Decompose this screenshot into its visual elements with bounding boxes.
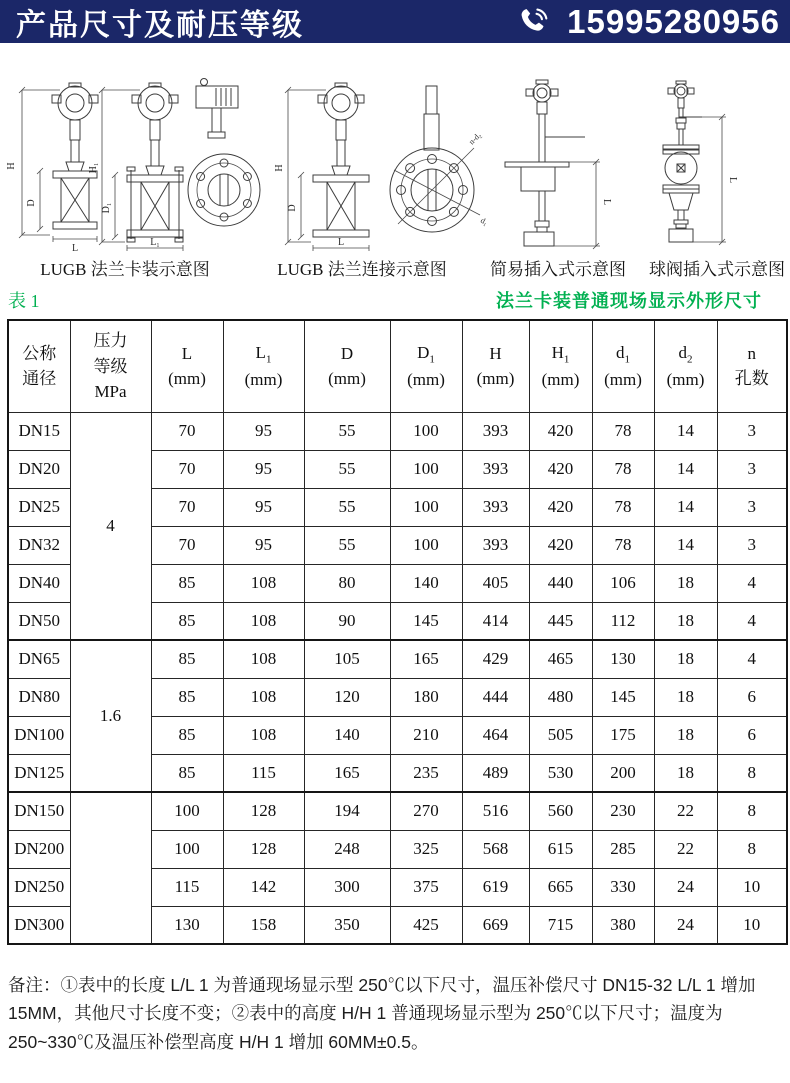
dim-cell: 100: [390, 450, 462, 488]
dim-cell: 105: [304, 640, 390, 678]
dim-cell: 55: [304, 412, 390, 450]
dim-cell: 108: [223, 602, 304, 640]
dim-cell: 248: [304, 830, 390, 868]
dim-cell: 420: [529, 526, 592, 564]
dn-cell: DN250: [8, 868, 70, 906]
pressure-cell: 1.6: [70, 640, 151, 792]
dim-cell: 70: [151, 488, 223, 526]
dim-cell: 530: [529, 754, 592, 792]
dim-cell: 90: [304, 602, 390, 640]
dim-cell: 405: [462, 564, 529, 602]
dim-cell: 18: [654, 754, 717, 792]
dim-cell: 180: [390, 678, 462, 716]
dim-cell: 165: [304, 754, 390, 792]
dim-cell: 8: [717, 754, 787, 792]
dim-cell: 145: [592, 678, 654, 716]
header-bar: [0, 0, 790, 43]
dn-cell: DN300: [8, 906, 70, 944]
dim-cell: 230: [592, 792, 654, 830]
dim-cell: 142: [223, 868, 304, 906]
dim-cell: 18: [654, 678, 717, 716]
svg-text:L₁: L₁: [150, 237, 160, 248]
dim-cell: 80: [304, 564, 390, 602]
dn-cell: DN50: [8, 602, 70, 640]
dim-cell: 55: [304, 526, 390, 564]
table-header-row: [8, 320, 787, 412]
dim-cell: 165: [390, 640, 462, 678]
dn-cell: DN200: [8, 830, 70, 868]
dim-cell: 100: [390, 412, 462, 450]
dim-cell: 14: [654, 488, 717, 526]
pressure-cell: 4: [70, 412, 151, 640]
dim-cell: 78: [592, 412, 654, 450]
col-header: D (mm): [304, 320, 390, 412]
dim-cell: 393: [462, 412, 529, 450]
svg-text:D: D: [26, 199, 37, 207]
dim-cell: 55: [304, 450, 390, 488]
note-text: 备注：①表中的长度 L/L 1 为普通现场显示型 250℃以下尺寸，温压补偿尺寸 DN15-32 L/L 1 增加 15MM，其他尺寸长度不变；②表中的高度 H/H 1 普通现场显示型为 250℃以下尺寸；温度为 250~330℃及温压补偿型高度 H/H 1 增加 60MM±0.5。: [8, 975, 756, 1052]
dim-cell: 18: [654, 564, 717, 602]
dim-cell: 8: [717, 830, 787, 868]
dim-cell: 480: [529, 678, 592, 716]
dim-cell: 24: [654, 906, 717, 944]
page-title: 产品尺寸及耐压等级: [16, 8, 304, 42]
col-header: $D_1$ (mm): [390, 320, 462, 412]
col-header: L (mm): [151, 320, 223, 412]
dim-cell: 100: [151, 792, 223, 830]
svg-text:L: L: [601, 198, 612, 206]
dim-cell: 120: [304, 678, 390, 716]
dim-cell: 10: [717, 868, 787, 906]
col-header: $d_1$ (mm): [592, 320, 654, 412]
dim-cell: 128: [223, 830, 304, 868]
dim-cell: 285: [592, 830, 654, 868]
dim-cell: 210: [390, 716, 462, 754]
dim-cell: 85: [151, 716, 223, 754]
dim-cell: 78: [592, 488, 654, 526]
dim-cell: 22: [654, 830, 717, 868]
dim-cell: 505: [529, 716, 592, 754]
dim-cell: 140: [390, 564, 462, 602]
table-row: [8, 412, 787, 450]
dim-cell: 95: [223, 526, 304, 564]
dim-cell: 85: [151, 564, 223, 602]
svg-text:L: L: [727, 176, 738, 184]
dim-cell: 55: [304, 488, 390, 526]
dim-cell: 85: [151, 678, 223, 716]
dim-cell: 330: [592, 868, 654, 906]
dn-cell: DN20: [8, 450, 70, 488]
svg-text:H: H: [6, 162, 17, 170]
dim-cell: 22: [654, 792, 717, 830]
table-subtitle: 法兰卡装普通现场显示外形尺寸: [496, 291, 762, 311]
dn-cell: DN40: [8, 564, 70, 602]
dim-cell: 350: [304, 906, 390, 944]
dim-cell: 3: [717, 526, 787, 564]
dim-cell: 130: [151, 906, 223, 944]
dim-cell: 3: [717, 488, 787, 526]
col-header: H (mm): [462, 320, 529, 412]
table-row: [8, 640, 787, 678]
dim-cell: 115: [223, 754, 304, 792]
dim-cell: 10: [717, 906, 787, 944]
svg-text:H₁: H₁: [88, 162, 99, 174]
dim-cell: 18: [654, 602, 717, 640]
dim-cell: 100: [390, 526, 462, 564]
dn-cell: DN25: [8, 488, 70, 526]
svg-text:H: H: [274, 164, 285, 172]
phone-icon: [517, 5, 551, 39]
diagram-captions: [0, 255, 790, 279]
dim-cell: 420: [529, 412, 592, 450]
dim-cell: 18: [654, 716, 717, 754]
dn-cell: DN150: [8, 792, 70, 830]
dim-cell: 108: [223, 640, 304, 678]
dim-cell: 200: [592, 754, 654, 792]
dim-cell: 489: [462, 754, 529, 792]
dim-cell: 3: [717, 450, 787, 488]
dim-cell: 14: [654, 450, 717, 488]
col-header: n 孔数: [717, 320, 787, 412]
dim-cell: 115: [151, 868, 223, 906]
caption-simple-insertion: 简易插入式示意图: [490, 260, 626, 279]
svg-text:L: L: [337, 237, 345, 248]
dim-cell: 4: [717, 564, 787, 602]
dim-cell: 194: [304, 792, 390, 830]
diagram-simple-insertion: [505, 80, 612, 249]
dim-cell: 175: [592, 716, 654, 754]
dn-cell: DN100: [8, 716, 70, 754]
dim-cell: 380: [592, 906, 654, 944]
diagrams-strip: [0, 50, 790, 255]
dim-cell: 24: [654, 868, 717, 906]
dim-cell: 130: [592, 640, 654, 678]
dim-cell: 325: [390, 830, 462, 868]
table-title-row: [0, 279, 790, 319]
dim-cell: 100: [151, 830, 223, 868]
dim-cell: 95: [223, 450, 304, 488]
dim-cell: 619: [462, 868, 529, 906]
dim-cell: 393: [462, 488, 529, 526]
dim-cell: 429: [462, 640, 529, 678]
caption-lugb-flange: LUGB 法兰连接示意图: [277, 260, 447, 279]
dim-cell: 14: [654, 526, 717, 564]
dim-cell: 665: [529, 868, 592, 906]
dim-cell: 158: [223, 906, 304, 944]
dimensions-table: [7, 319, 788, 945]
dim-cell: 70: [151, 412, 223, 450]
dim-cell: 4: [717, 602, 787, 640]
caption-lugb-clamp: LUGB 法兰卡装示意图: [40, 260, 210, 279]
dim-cell: 78: [592, 526, 654, 564]
dim-cell: 3: [717, 412, 787, 450]
dim-cell: 78: [592, 450, 654, 488]
dim-cell: 516: [462, 792, 529, 830]
dim-cell: 106: [592, 564, 654, 602]
dim-cell: 85: [151, 602, 223, 640]
dim-cell: 414: [462, 602, 529, 640]
dim-cell: 393: [462, 526, 529, 564]
dim-cell: 140: [304, 716, 390, 754]
svg-text:D: D: [287, 204, 298, 212]
dim-cell: 445: [529, 602, 592, 640]
dim-cell: 100: [390, 488, 462, 526]
caption-ballvalve-insertion: 球阀插入式示意图: [649, 260, 785, 279]
dim-cell: 108: [223, 678, 304, 716]
dim-cell: 4: [717, 640, 787, 678]
dim-cell: 70: [151, 526, 223, 564]
dim-cell: 270: [390, 792, 462, 830]
svg-text:L: L: [71, 243, 79, 254]
dim-cell: 128: [223, 792, 304, 830]
dim-cell: 420: [529, 450, 592, 488]
diagram-lugb-flange: [274, 83, 489, 251]
dn-cell: DN65: [8, 640, 70, 678]
dim-cell: 465: [529, 640, 592, 678]
dim-cell: 375: [390, 868, 462, 906]
dim-cell: 95: [223, 412, 304, 450]
table-row: [8, 792, 787, 830]
pressure-cell: [70, 792, 151, 944]
dim-cell: 560: [529, 792, 592, 830]
col-header: $H_1$ (mm): [529, 320, 592, 412]
diagram-ballvalve-insertion: [663, 81, 738, 245]
dim-cell: 615: [529, 830, 592, 868]
dim-cell: 715: [529, 906, 592, 944]
svg-text:n-d₂: n-d₂: [467, 130, 483, 147]
dim-cell: 112: [592, 602, 654, 640]
dim-cell: 464: [462, 716, 529, 754]
dn-cell: DN15: [8, 412, 70, 450]
col-header: $d_2$ (mm): [654, 320, 717, 412]
dim-cell: 18: [654, 640, 717, 678]
dim-cell: 14: [654, 412, 717, 450]
col-header: 公称 通径: [8, 320, 70, 412]
dim-cell: 568: [462, 830, 529, 868]
dim-cell: 444: [462, 678, 529, 716]
col-header: 压力 等级 MPa: [70, 320, 151, 412]
dim-cell: 145: [390, 602, 462, 640]
dim-cell: 393: [462, 450, 529, 488]
col-header: $L_1$ (mm): [223, 320, 304, 412]
diagram-lugb-clamp: [6, 79, 260, 255]
table-label: 表 1: [8, 291, 40, 311]
dn-cell: DN125: [8, 754, 70, 792]
dn-cell: DN32: [8, 526, 70, 564]
phone-block: [517, 3, 780, 41]
dim-cell: 235: [390, 754, 462, 792]
dim-cell: 8: [717, 792, 787, 830]
dim-cell: 425: [390, 906, 462, 944]
dim-cell: 108: [223, 564, 304, 602]
dim-cell: 300: [304, 868, 390, 906]
dim-cell: 85: [151, 754, 223, 792]
dn-cell: DN80: [8, 678, 70, 716]
dim-cell: 6: [717, 678, 787, 716]
dim-cell: 420: [529, 488, 592, 526]
dim-cell: 108: [223, 716, 304, 754]
svg-text:d₁: d₁: [479, 215, 490, 227]
dim-cell: 669: [462, 906, 529, 944]
dim-cell: 95: [223, 488, 304, 526]
dim-cell: 70: [151, 450, 223, 488]
dim-cell: 440: [529, 564, 592, 602]
phone-number: 15995280956: [567, 2, 780, 40]
dim-cell: 85: [151, 640, 223, 678]
svg-text:D₁: D₁: [101, 202, 112, 214]
dim-cell: 6: [717, 716, 787, 754]
